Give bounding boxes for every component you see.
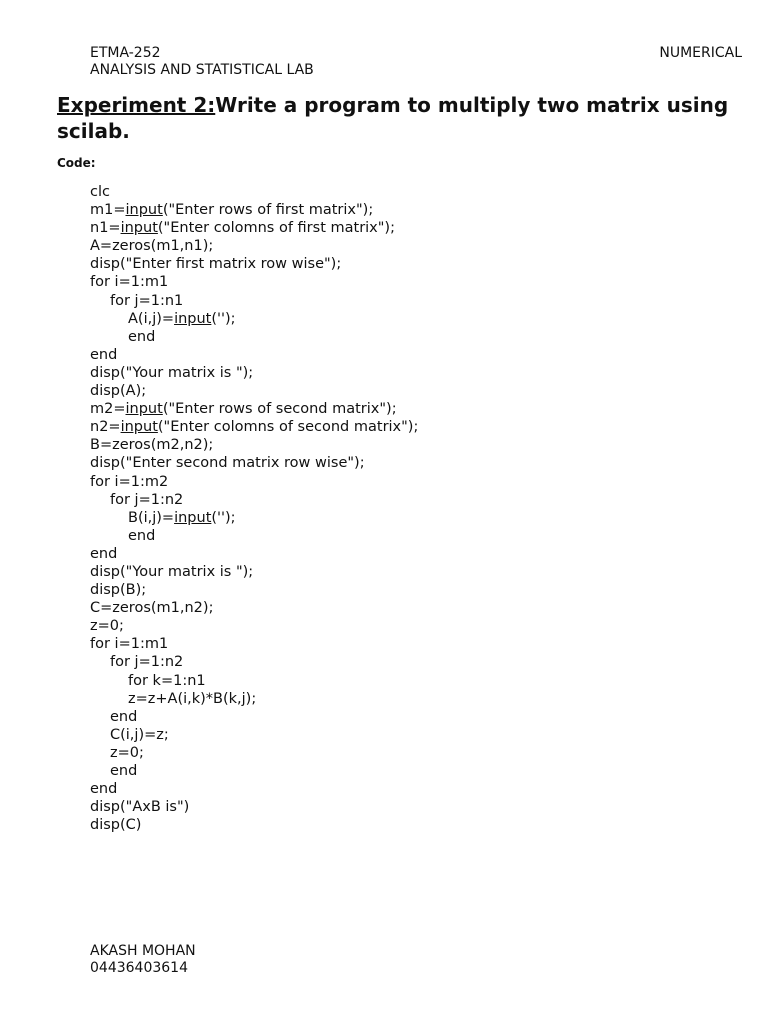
- roll-number: 04436403614: [90, 960, 188, 976]
- code-line: [90, 436, 418, 454]
- code-line: [90, 581, 418, 599]
- code-text: z=0;: [90, 618, 124, 635]
- code-text: ('');: [211, 509, 236, 526]
- code-text: disp(A);: [90, 383, 147, 400]
- code-line: [90, 617, 418, 635]
- code-keyword: input: [120, 419, 158, 436]
- code-line: [90, 527, 418, 545]
- code-line: [90, 491, 418, 509]
- code-text: end: [90, 545, 118, 562]
- code-text: ('');: [211, 310, 236, 327]
- code-text: disp("Your matrix is ");: [90, 364, 254, 381]
- code-keyword: input: [125, 401, 163, 418]
- code-line: [90, 292, 418, 310]
- course-code: ETMA-252: [90, 45, 161, 61]
- code-line: [90, 762, 418, 780]
- code-line: [90, 816, 418, 834]
- code-line: [90, 509, 418, 527]
- code-text: for i=1:m1: [90, 274, 169, 291]
- code-keyword: input: [125, 202, 163, 219]
- code-line: [90, 473, 418, 491]
- code-text: n1=: [90, 220, 121, 237]
- code-text: A(i,j)=: [128, 310, 175, 327]
- code-line: [90, 219, 418, 237]
- code-line: [90, 545, 418, 563]
- code-line: [90, 780, 418, 798]
- code-text: C=zeros(m1,n2);: [90, 600, 214, 617]
- code-line: [90, 273, 418, 291]
- course-name-right: NUMERICAL: [659, 45, 742, 61]
- code-text: ("Enter colomns of second matrix");: [157, 419, 419, 436]
- code-line: [90, 328, 418, 346]
- header-left: [90, 45, 314, 79]
- code-line: [90, 454, 418, 472]
- experiment-description: Write a program to multiply two matrix using scilab.: [57, 93, 729, 143]
- code-text: disp(B);: [90, 582, 147, 599]
- code-keyword: input: [174, 509, 212, 526]
- code-text: disp("Enter second matrix row wise");: [90, 455, 365, 472]
- code-line: [90, 183, 418, 201]
- code-keyword: input: [120, 220, 158, 237]
- code-line: [90, 563, 418, 581]
- code-line: [90, 726, 418, 744]
- code-text: end: [110, 763, 138, 779]
- code-text: B(i,j)=: [128, 509, 175, 526]
- code-text: disp(C): [90, 817, 142, 834]
- code-text: z=z+A(i,k)*B(k,j);: [128, 690, 257, 707]
- code-text: ("Enter rows of second matrix");: [162, 401, 397, 418]
- code-line: [90, 400, 418, 418]
- experiment-label: Experiment 2:: [57, 93, 216, 117]
- experiment-title: [57, 92, 747, 144]
- header-row: [90, 45, 742, 79]
- page-header: [90, 45, 742, 79]
- code-text: disp("AxB is"): [90, 799, 190, 816]
- code-line: [90, 382, 418, 400]
- code-text: for i=1:m2: [90, 473, 169, 490]
- code-line: [90, 255, 418, 273]
- code-text: disp("Enter first matrix row wise");: [90, 256, 342, 273]
- code-text: A=zeros(m1,n1);: [90, 238, 214, 255]
- code-text: for i=1:m1: [90, 636, 169, 653]
- code-line: [90, 418, 418, 436]
- code-keyword: input: [174, 310, 212, 327]
- author-name: AKASH MOHAN: [90, 943, 196, 959]
- code-heading: Code:: [57, 156, 96, 170]
- code-text: end: [90, 346, 118, 363]
- code-line: [90, 599, 418, 617]
- course-name-second-line: ANALYSIS AND STATISTICAL LAB: [90, 62, 314, 78]
- code-line: [90, 744, 418, 762]
- code-text: end: [128, 328, 156, 345]
- code-line: [90, 310, 418, 328]
- code-text: m1=: [90, 202, 126, 219]
- code-text: ("Enter colomns of first matrix");: [157, 220, 395, 237]
- code-text: n2=: [90, 419, 121, 436]
- code-text: m2=: [90, 401, 126, 418]
- code-text: clc: [90, 184, 110, 200]
- code-text: z=0;: [110, 744, 144, 761]
- code-text: ("Enter rows of first matrix");: [162, 202, 374, 219]
- code-text: disp("Your matrix is ");: [90, 563, 254, 580]
- code-text: for j=1:n2: [110, 491, 184, 508]
- code-line: [90, 708, 418, 726]
- code-line: [90, 364, 418, 382]
- code-text: end: [110, 708, 138, 725]
- code-line: [90, 346, 418, 364]
- code-text: for j=1:n1: [110, 292, 184, 309]
- code-text: end: [90, 781, 118, 798]
- code-text: C(i,j)=z;: [110, 726, 169, 743]
- code-line: [90, 672, 418, 690]
- code-line: [90, 635, 418, 653]
- code-line: [90, 201, 418, 219]
- code-block: [90, 183, 418, 834]
- code-line: [90, 690, 418, 708]
- code-line: [90, 798, 418, 816]
- code-text: for j=1:n2: [110, 654, 184, 671]
- code-text: for k=1:n1: [128, 672, 206, 689]
- code-text: B=zeros(m2,n2);: [90, 437, 214, 454]
- page-footer: [90, 943, 196, 977]
- code-text: end: [128, 527, 156, 544]
- code-line: [90, 237, 418, 255]
- code-line: [90, 653, 418, 671]
